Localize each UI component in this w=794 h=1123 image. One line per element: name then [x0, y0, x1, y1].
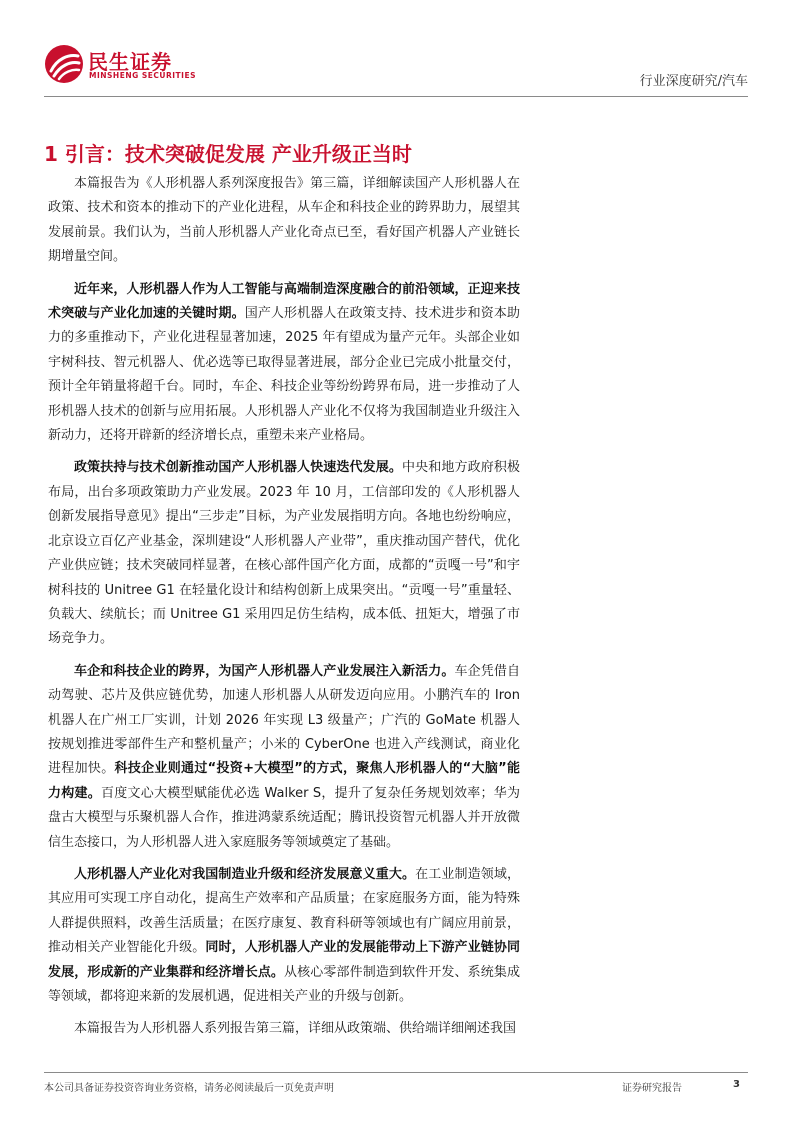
paragraph-text-2: 百度文心大模型赋能优必选 Walker S，提升了复杂任务规划效率；华为盘古大模型与乐聚机器人合作，推进鸿蒙系统适配；腾讯投资智元机器人并开放微信生态接口，为人形机器人进入家庭服务等领域奠定了基础。	[48, 785, 520, 850]
paragraph-lead: 车企和科技企业的跨界，为国产人形机器人产业发展注入新活力。	[74, 663, 455, 679]
logo-english-name: MINSHENG SECURITIES	[89, 71, 196, 80]
paragraph-text: 中央和地方政府积极布局，出台多项政策助力产业发展。2023 年 10 月，工信部印发的《人形机器人创新发展指导意见》提出“三步走”目标，为产业发展指明方向。各地也纷纷响应，北京设立百亿产业基金，深圳建设“人形机器人产业带”，重庆推动国产替代，优化产业供应链；技术突破同样显著，在核心部件国产化方面，成都的“贡嘎一号”和宇树科技的 Unitree G1 在轻量化设计和结构创新上成果突出。“贡嘎一号”重量轻、负载大、续航长；而 Unitree G1 采用四足仿生结构，成本低、扭矩大，增强了市场竞争力。	[48, 460, 520, 647]
header-divider	[44, 96, 748, 97]
paragraph-text: 本篇报告为人形机器人系列报告第三篇，详细从政策端、供给端详细阐述我国	[74, 1021, 517, 1037]
paragraph-lead: 政策扶持与技术创新推动国产人形机器人快速迭代发展。	[74, 460, 403, 476]
footer-divider	[44, 1072, 748, 1073]
paragraph	[48, 1017, 520, 1041]
paragraph-text-2: 从核心零部件制造到软件开发、系统集成等领域，都将迎来新的发展机遇，促进相关产业的升级与创新。	[48, 964, 520, 1004]
page-number: 3	[733, 1079, 740, 1090]
body-content	[48, 172, 520, 1050]
paragraph-lead-2: 同时，人形机器人产业的发展能带动上下游产业链协同发展，形成新的产业集群和经济增长点。	[48, 940, 520, 980]
paragraph	[48, 172, 520, 270]
footer-disclaimer: 本公司具备证券投资咨询业务资格，请务必阅读最后一页免责声明	[44, 1083, 334, 1094]
paragraph-lead-2: 科技企业则通过“投资+大模型”的方式，聚焦人形机器人的“大脑”能力构建。	[48, 761, 520, 801]
paragraph-text: 本篇报告为《人形机器人系列深度报告》第三篇，详细解读国产人形机器人在政策、技术和资本的推动下的产业化进程，从车企和科技企业的跨界助力，展望其发展前景。我们认为，当前人形机器人产业化奇点已至，看好国产机器人产业链长期增量空间。	[48, 176, 520, 265]
minsheng-logo-icon	[44, 44, 84, 84]
paragraph-lead: 人形机器人产业化对我国制造业升级和经济发展意义重大。	[74, 866, 416, 882]
paragraph	[48, 456, 520, 651]
paragraph-text: 在工业制造领域，其应用可实现工序自动化，提高生产效率和产品质量；在家庭服务方面，能为特殊人群提供照料，改善生活质量；在医疗康复、教育科研等领域也有广阔应用前景，推动相关产业智能化升级。	[48, 866, 520, 956]
paragraph-text: 国产人形机器人在政策支持、技术进步和资本助力的多重推动下，产业化进程显著加速，2025 年有望成为量产元年。头部企业如宇树科技、智元机器人、优必选等已取得显著进展，部分企业已完成小批量交付，预计全年销量将超千台。同时，车企、科技企业等纷纷跨界布局，进一步推动了人形机器人技术的创新与应用拓展。人形机器人产业化不仅将为我国制造业升级注入新动力，还将开辟新的经济增长点，重塑未来产业格局。	[48, 306, 520, 444]
paragraph	[48, 278, 520, 449]
section-title: 1 引言：技术突破促发展 产业升级正当时	[44, 142, 412, 166]
logo-chinese-name: 民生证券	[88, 50, 172, 74]
paragraph-text: 车企凭借自动驾驶、芯片及供应链优势，加速人形机器人从研发迈向应用。小鹏汽车的 Iron 机器人在广州工厂实训，计划 2026 年实现 L3 级量产；广汽的 GoMate 机器人按规划推进零部件生产和整机量产；小米的 CyberOne 也进入产线测试，商业化进程加快。	[48, 663, 520, 777]
paragraph-lead: 近年来，人形机器人作为人工智能与高端制造深度融合的前沿领域，正迎来技术突破与产业化加速的关键时期。	[48, 281, 520, 322]
page-header	[0, 0, 794, 100]
footer-report-type: 证券研究报告	[622, 1083, 682, 1094]
company-logo	[44, 44, 204, 88]
paragraph	[48, 660, 520, 855]
paragraph	[48, 863, 520, 1009]
report-category: 行业深度研究/汽车	[639, 74, 748, 89]
